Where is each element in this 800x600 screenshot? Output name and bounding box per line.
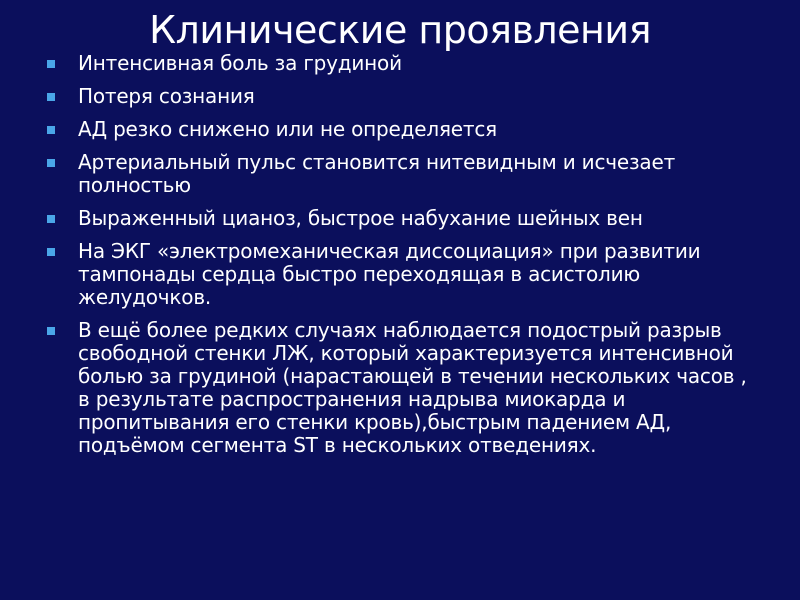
square-bullet-icon (47, 248, 55, 256)
bullet-item (44, 319, 764, 457)
bullet-text: Интенсивная боль за грудиной (78, 51, 402, 75)
bullet-item (44, 151, 764, 197)
square-bullet-icon (47, 126, 55, 134)
bullet-list (44, 52, 764, 467)
bullet-text: Артериальный пульс становится нитевидным и исчезает полностью (78, 150, 676, 197)
square-bullet-icon (47, 327, 55, 335)
bullet-item (44, 207, 764, 230)
bullet-item (44, 52, 764, 75)
bullet-item (44, 85, 764, 108)
bullet-text: В ещё более редких случаях наблюдается подострый разрыв свободной стенки ЛЖ, который характеризуется интенсивной болью за грудиной (нарастающей в течении нескольких часов , в результате распространения надрыва миокарда и пропитывания его стенки кровь),быстрым падением АД, подъёмом сегмента ST в нескольких отведениях. (78, 318, 747, 457)
bullet-text: Выраженный цианоз, быстрое набухание шейных вен (78, 206, 643, 230)
square-bullet-icon (47, 60, 55, 68)
square-bullet-icon (47, 215, 55, 223)
bullet-item (44, 118, 764, 141)
square-bullet-icon (47, 159, 55, 167)
bullet-text: АД резко снижено или не определяется (78, 117, 497, 141)
slide-title: Клинические проявления (149, 8, 651, 52)
bullet-text: Потеря сознания (78, 84, 255, 108)
bullet-item (44, 240, 764, 309)
square-bullet-icon (47, 93, 55, 101)
bullet-text: На ЭКГ «электромеханическая диссоциация» при развитии тампонады сердца быстро переходящая в асистолию желудочков. (78, 239, 701, 309)
